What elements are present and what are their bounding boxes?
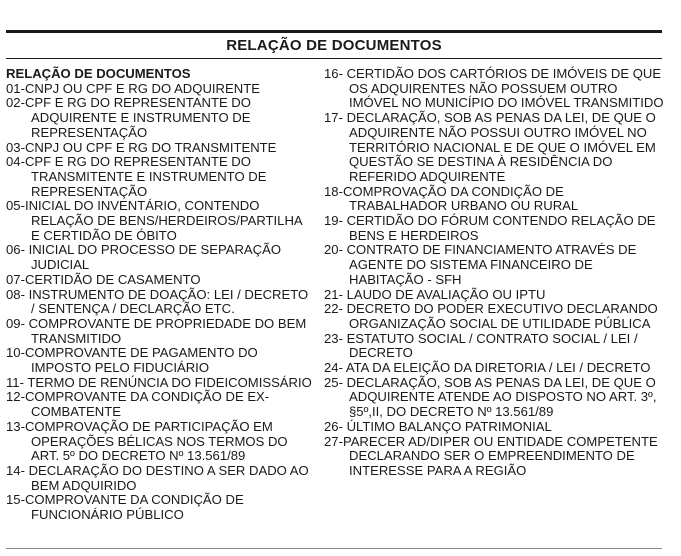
list-item — [6, 82, 314, 97]
item-text: COMPROVAÇÃO DA CONDIÇÃO DE TRABALHADOR URBANO OU RURAL — [342, 183, 579, 214]
list-item — [324, 302, 664, 331]
item-text: DECLARAÇÃO DO DESTINO A SER DADO AO BEM ADQUIRIDO — [28, 462, 309, 493]
document-list-right — [324, 67, 664, 479]
list-item — [324, 435, 664, 479]
item-number: 01- — [6, 80, 25, 96]
item-text: CERTIDÃO DOS CARTÓRIOS DE IMÓVEIS DE QUE OS ADQUIRENTES NÃO POSSUEM OUTRO IMÓVEL NO MUNICÍPIO DO IMÓVEL TRANSMITIDO — [346, 66, 664, 111]
item-number: 20- — [324, 242, 347, 258]
item-text: CPF E RG DO REPRESENTANTE DO TRANSMITENTE E INSTRUMENTO DE REPRESENTAÇÃO — [24, 154, 267, 199]
item-text: INSTRUMENTO DE DOAÇÃO: LEI / DECRETO / SENTENÇA / DECLARÇÃO ETC. — [28, 286, 309, 317]
list-item — [324, 376, 664, 420]
item-number: 21- — [324, 286, 347, 302]
list-item — [6, 288, 314, 317]
list-item — [6, 243, 314, 272]
list-item — [324, 243, 664, 287]
list-item — [6, 155, 314, 199]
item-number: 22- — [324, 301, 347, 317]
item-number: 24- — [324, 360, 346, 376]
item-text: ATA DA ELEIÇÃO DA DIRETORIA / LEI / DECRETO — [345, 360, 651, 376]
list-item — [6, 141, 314, 156]
item-number: 06- — [6, 242, 29, 258]
item-text: CERTIDÃO DE CASAMENTO — [24, 271, 201, 287]
item-text: CERTIDÃO DO FÓRUM CONTENDO RELAÇÃO DE BENS E HERDEIROS — [346, 213, 656, 243]
list-item — [6, 96, 314, 140]
item-text: ESTATUTO SOCIAL / CONTRATO SOCIAL / LEI / DECRETO — [346, 330, 638, 361]
item-number: 10- — [6, 345, 25, 361]
item-text: COMPROVANTE DE PROPRIEDADE DO BEM TRANSMITIDO — [28, 315, 307, 346]
right-column — [324, 67, 664, 479]
top-rule — [6, 30, 662, 33]
list-item — [324, 361, 664, 376]
item-number: 12- — [6, 389, 25, 405]
item-text: COMPROVANTE DE PAGAMENTO DO IMPOSTO PELO FIDUCIÁRIO — [24, 345, 258, 376]
item-number: 11- — [6, 374, 28, 390]
item-number: 16- — [324, 66, 347, 81]
item-number: 18- — [324, 183, 343, 199]
item-text: PARECER AD/DIPER OU ENTIDADE COMPETENTE DECLARANDO SER O EMPREENDIMENTO DE INTERESSE PARA A REGIÃO — [342, 433, 658, 478]
item-number: 08- — [6, 286, 29, 302]
document-list-left — [6, 82, 314, 523]
list-item — [324, 111, 664, 185]
item-number: 09- — [6, 315, 29, 331]
item-number: 03- — [6, 139, 25, 155]
list-item — [6, 390, 314, 419]
item-number: 25- — [324, 374, 347, 390]
item-number: 19- — [324, 213, 347, 229]
list-item — [6, 420, 314, 464]
list-item — [6, 376, 314, 391]
bottom-rule — [6, 548, 662, 549]
item-text: CPF E RG DO REPRESENTANTE DO ADQUIRENTE E INSTRUMENTO DE REPRESENTAÇÃO — [24, 95, 251, 140]
item-number: 26- — [324, 418, 347, 434]
list-item — [6, 273, 314, 288]
item-number: 23- — [324, 330, 347, 346]
item-text: COMPROVANTE DA CONDIÇÃO DE FUNCIONÁRIO PÚBLICO — [24, 492, 244, 523]
list-item — [6, 346, 314, 375]
item-number: 07- — [6, 271, 25, 287]
list-item — [324, 67, 664, 111]
item-text: DECLARAÇÃO, SOB AS PENAS DA LEI, DE QUE O ADQUIRENTE NÃO POSSUI OUTRO IMÓVEL NO TERRITÓRIO NACIONAL E DE QUE O IMÓVEL EM QUESTÃO SE DESTINA À RESIDÊNCIA DO REFERIDO ADQUIRENTE — [346, 110, 656, 184]
list-item — [6, 199, 314, 243]
item-text: TERMO DE RENÚNCIA DO FIDEICOMISSÁRIO — [27, 374, 312, 390]
list-item — [324, 185, 664, 214]
item-number: 13- — [6, 418, 25, 434]
item-text: INICIAL DO PROCESSO DE SEPARAÇÃO JUDICIAL — [28, 242, 282, 273]
item-text: COMPROVAÇÃO DE PARTICIPAÇÃO EM OPERAÇÕES BÉLICAS NOS TERMOS DO ART. 5º DO DECRETO Nº 13.561/89 — [24, 418, 288, 464]
title-divider — [6, 58, 662, 59]
item-number: 27- — [324, 433, 343, 449]
item-number: 14- — [6, 462, 29, 478]
item-text: INICIAL DO INVENTÁRIO, CONTENDO RELAÇÃO DE BENS/HERDEIROS/PARTILHA E CERTIDÃO DE ÓBITO — [24, 198, 302, 243]
list-item — [324, 420, 664, 435]
item-text: COMPROVANTE DA CONDIÇÃO DE EX-COMBATENTE — [24, 389, 270, 420]
item-text: LAUDO DE AVALIAÇÃO OU IPTU — [346, 286, 546, 302]
item-number: 15- — [6, 492, 25, 508]
list-item — [6, 464, 314, 493]
item-number: 04- — [6, 154, 25, 170]
item-text: ÚLTIMO BALANÇO PATRIMONIAL — [346, 418, 552, 434]
list-item — [6, 317, 314, 346]
item-number: 05- — [6, 198, 25, 214]
item-text: CONTRATO DE FINANCIAMENTO ATRAVÉS DE AGENTE DO SISTEMA FINANCEIRO DE HABITAÇÃO - SFH — [346, 242, 637, 287]
list-item — [324, 332, 664, 361]
item-number: 02- — [6, 95, 25, 111]
left-column — [6, 67, 314, 523]
item-text: CNPJ OU CPF E RG DO TRANSMITENTE — [24, 139, 277, 155]
list-item — [6, 493, 314, 522]
item-number: 17- — [324, 110, 347, 126]
section-title: RELAÇÃO DE DOCUMENTOS — [6, 66, 191, 81]
page-title: RELAÇÃO DE DOCUMENTOS — [226, 37, 442, 54]
list-item — [324, 214, 664, 243]
item-text: CNPJ OU CPF E RG DO ADQUIRENTE — [24, 80, 260, 96]
item-text: DECLARAÇÃO, SOB AS PENAS DA LEI, DE QUE O ADQUIRENTE ATENDE AO DISPOSTO NO ART. 3º, §5º,II, DO DECRETO Nº 13.561/89 — [346, 374, 657, 420]
list-item — [324, 288, 664, 303]
item-text: DECRETO DO PODER EXECUTIVO DECLARANDO ORGANIZAÇÃO SOCIAL DE UTILIDADE PÚBLICA — [346, 301, 658, 331]
